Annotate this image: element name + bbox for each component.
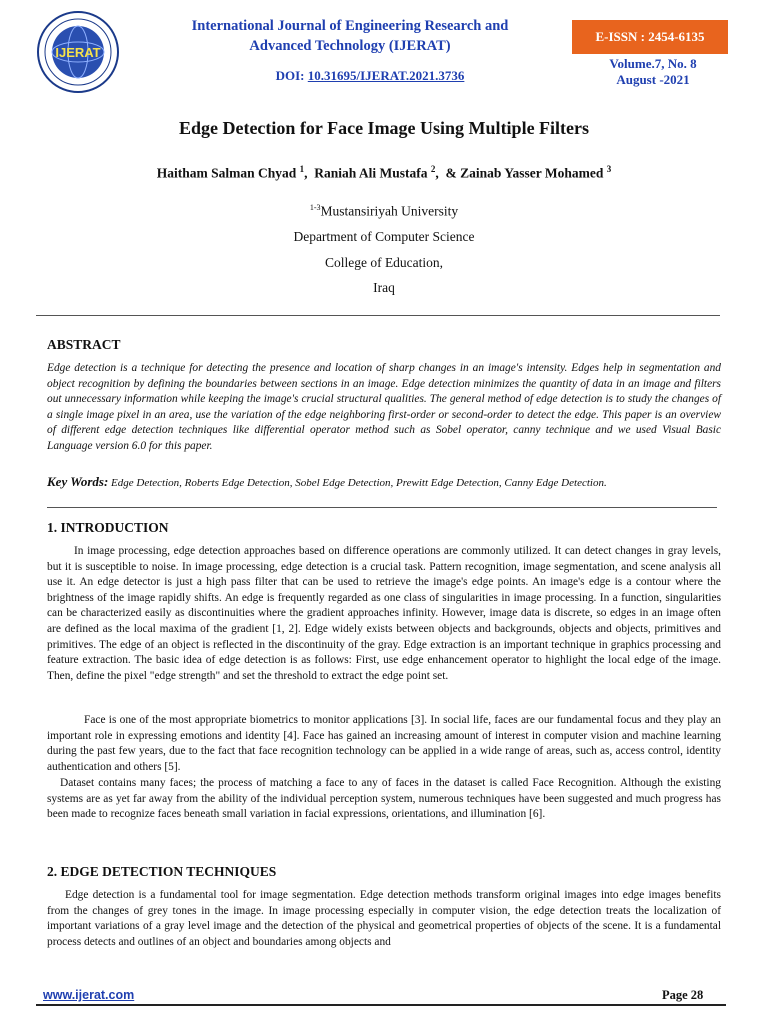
author-list: Haitham Salman Chyad $^1$, Raniah Ali Mustafa $^2$, & Zainab Yasser Mohamed $^3$	[156, 164, 612, 181]
keywords-label: Key Words:	[47, 474, 109, 489]
keywords	[47, 474, 727, 490]
footer-divider	[36, 1004, 726, 1006]
volume-info	[572, 56, 734, 88]
author-name: Haitham Salman Chyad	[156, 165, 297, 181]
doi-link[interactable]: 10.31695/IJERAT.2021.3736	[307, 68, 465, 83]
issue-date: August -2021	[616, 72, 690, 87]
affiliation-sup: 1-3	[309, 203, 321, 212]
affiliation-department: Department of Computer Science	[293, 229, 475, 244]
journal-logo	[36, 10, 120, 94]
author-sup: 3	[606, 164, 612, 174]
introduction-paragraph-1: In image processing, edge detection approaches based on difference operations are commonly utilized. It can detect changes in gray levels, but it is susceptible to noise. In image processing, edge detection is a crucial task. Pattern recognition, image segmentation, and scene analysis all use it. An edge detector is just a high pass filter that can be used to retrieve the image's edge points. An image's edge is a contour where the brightness of the image rapidly shifts. An edge is frequently regarded as one class of singularities in image processing. In a function, singularities can be characterized easily as discontinuities where the gradient approaches infinity. However, image data is discrete, so edges in an image often are defined as the local maxima of the gradient [1, 2]. Edge widely exists between objects and backgrounds, objects and objects, primitives and primitives. The edge of an object is reflected in the discontinuity of the gray. Edge extraction is an important technique in graphics processing and feature extraction. The basic idea of edge detection is as follows: First, use edge enhancement operator to highlight the local edge of the image. Then, define the pixel "edge strength" and set the threshold to extract the edge point set.	[47, 545, 721, 682]
author-name: Raniah Ali Mustafa	[314, 165, 428, 181]
footer-website-link[interactable]: www.ijerat.com	[43, 988, 135, 1002]
journal-name-line1: International Journal of Engineering Research and	[191, 18, 509, 34]
volume-number: Volume.7, No. 8	[609, 56, 697, 71]
svg-text:IJERAT: IJERAT	[55, 45, 101, 60]
journal-name	[160, 16, 540, 56]
keywords-list: Edge Detection, Roberts Edge Detection, Sobel Edge Detection, Prewitt Edge Detection, Canny Edge Detection.	[111, 477, 607, 489]
affiliation-university-name: Mustansiriyah University	[320, 203, 459, 219]
abstract-heading: ABSTRACT	[47, 337, 121, 352]
paper-title: Edge Detection for Face Image Using Multiple Filters	[178, 118, 590, 138]
divider	[47, 507, 717, 508]
doi-label: DOI:	[275, 68, 305, 83]
introduction-paragraph-3: Dataset contains many faces; the process of matching a face to any of faces in the dataset is called Face Recognition. Although the existing systems are as yet far away from the ability of the individual perception system, numerous techniques have been suggested and much progress has been made to recognize faces beneath small variation in facial expressions, orientations, and illumination [6].	[47, 777, 721, 821]
affiliation-university	[0, 203, 768, 220]
issn-badge: E-ISSN : 2454-6135	[572, 20, 728, 54]
introduction-heading: 1. INTRODUCTION	[47, 520, 169, 535]
abstract-text: Edge detection is a technique for detecting the presence and location of sharp changes in an image's intensity. Edges help in segmentation and object recognition by defining the boundaries between sections in an image. Edge detection minimizes the quantity of data in an image and filters out unnecessary information while keeping the image's crucial structural qualities. The general method of edge detection is to study the changes of a single image pixel in an area, use the variation of the edge neighboring first-order or second-order to detect the edge. This paper is an overview of different edge detection techniques like differential operator method such as Sobel operator, canny technique and we used Visual Basic Language version 6.0 for this paper.	[47, 362, 721, 452]
page-number: Page 28	[662, 988, 704, 1002]
affiliation-country: Iraq	[373, 280, 395, 295]
journal-name-line2: Advanced Technology (IJERAT)	[249, 38, 451, 54]
doi-line	[230, 68, 510, 84]
affiliation-college: College of Education,	[324, 255, 444, 270]
author-sup: 2	[430, 164, 436, 174]
introduction-paragraph-2: Face is one of the most appropriate biometrics to monitor applications [3]. In social life, faces are our fundamental focus and they play an important role in expressing emotions and identity [4]. Face has gained an increasing amount of interest in computer vision and machine learning during the past few years, due to the fact that face recognition technology can be applied in a wide range of areas, such as, access control, identity authentication and others [5].	[47, 714, 721, 773]
section-2-paragraph-1: Edge detection is a fundamental tool for image segmentation. Edge detection methods transform original images into edge images benefits from the changes of grey tones in the image. In image processing especially in computer vision, the edge detection treats the localization of important variations of a gray level image and the detection of the physical and geometrical properties of objects of the scene. It is a fundamental process detects and outlines of an object and boundaries among objects and	[47, 889, 721, 948]
author-sup: 1	[299, 164, 305, 174]
section-2-heading: 2. EDGE DETECTION TECHNIQUES	[47, 864, 277, 879]
author-name: Zainab Yasser Mohamed	[460, 165, 604, 181]
divider	[36, 315, 720, 316]
